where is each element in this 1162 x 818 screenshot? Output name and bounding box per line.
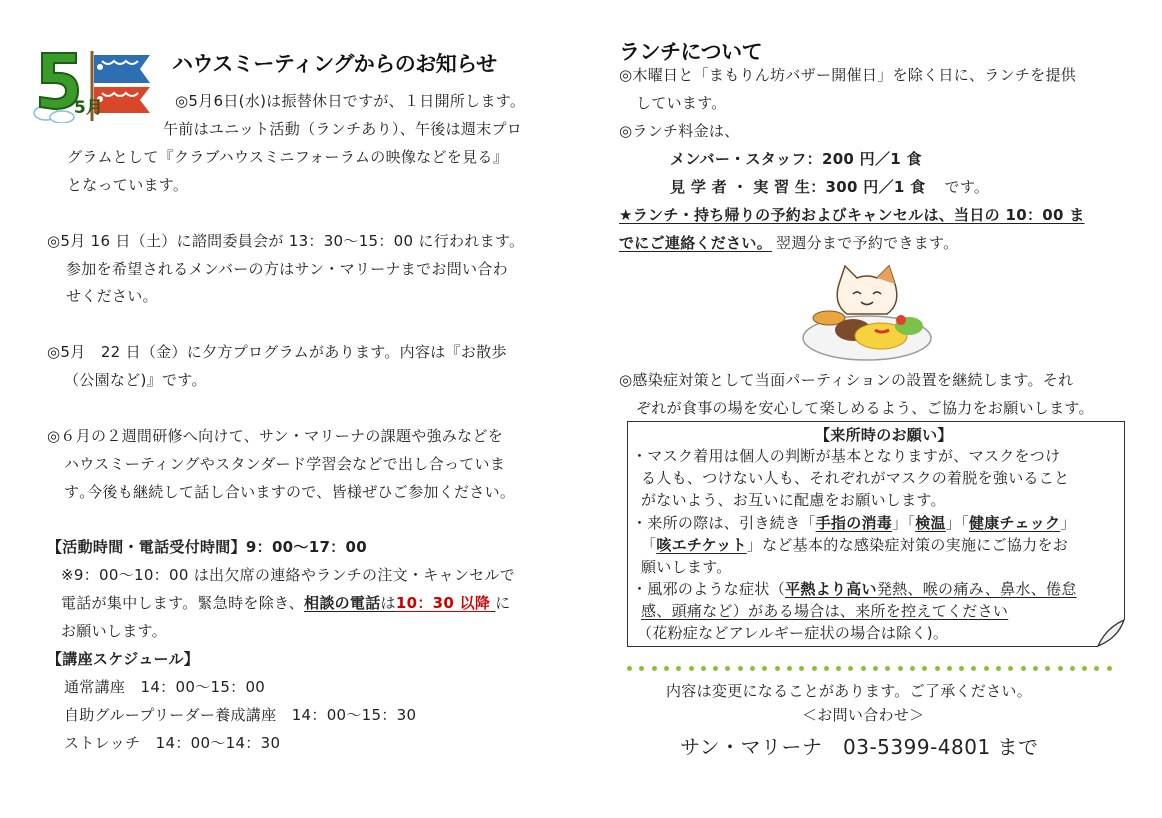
infection-line2: ぞれが食事の場を安心して楽しめるよう、ご協力をお願いします。 <box>636 399 1094 417</box>
separator-dot <box>873 666 878 671</box>
hours-note2e: に <box>495 594 511 612</box>
contact-label: ＜お問い合わせ＞ <box>802 706 925 724</box>
notice-mask-2: る人も、つけない人も、それぞれがマスクの着脱を強いること <box>641 469 1070 487</box>
separator-dot <box>701 666 706 671</box>
separator-dot <box>910 666 915 671</box>
notice-cold-3: （花粉症などアレルギー症状の場合は除く)。 <box>637 624 949 642</box>
item3-line1: ◎5月 22 日（金）に夕方プログラムがあります。内容は『お散歩 <box>47 343 507 361</box>
separator-dot <box>1070 666 1075 671</box>
separator-dot <box>713 666 718 671</box>
lunch-title: ランチについて <box>619 40 763 64</box>
notice-visit-1 <box>632 514 1076 533</box>
item1-line1: ◎5月6日(水)は振替休日ですが、１日開所します。 <box>175 92 526 110</box>
temperature-check-label: 検温 <box>915 514 946 532</box>
house-meeting-title: ハウスミーティングからのお知らせ <box>172 52 497 76</box>
hand-disinfection-label: 手指の消毒 <box>815 514 893 532</box>
lunch-line1: ◎木曜日と「まもりん坊バザー開催日」を除く日に、ランチを提供 <box>619 66 1077 84</box>
separator-dot <box>725 666 730 671</box>
notice-cold-2: 感、頭痛など）がある場合は、来所を控えてください <box>641 602 1009 620</box>
separator-dot <box>639 666 644 671</box>
item1-line4: となっています。 <box>67 176 189 194</box>
schedule-row: 自助グループリーダー養成講座 14：00〜15：30 <box>64 706 417 724</box>
reserve-line2-suffix: 翌週分まで予約できます。 <box>776 234 959 252</box>
separator-dot <box>1107 666 1112 671</box>
separator-dot <box>812 666 817 671</box>
cat-lunch-plate-icon <box>797 260 937 364</box>
cough-etiquette-label: 咳エチケット <box>656 536 747 554</box>
item4-line2: ハウスミーティングやスタンダード学習会などで出し合っていま <box>64 455 506 473</box>
separator-dot <box>676 666 681 671</box>
hours-note1: ※9：00〜10：00 は出欠席の連絡やランチの注文・キャンセルで <box>61 566 516 584</box>
separator-dot <box>898 666 903 671</box>
may-koinobori-badge-icon <box>32 47 160 123</box>
health-check-label: 健康チェック <box>968 514 1061 532</box>
separator-dot <box>848 666 853 671</box>
hours-note2 <box>61 594 511 613</box>
lunch-line2: しています。 <box>636 94 727 112</box>
month-label: 5月 <box>74 98 103 118</box>
separator-dot <box>971 666 976 671</box>
separator-dot <box>664 666 669 671</box>
separator-dot <box>1045 666 1050 671</box>
separator-dot <box>935 666 940 671</box>
above-normal-temp-label: 平熱より高い <box>785 580 877 598</box>
separator-dot <box>1033 666 1038 671</box>
infection-line1: ◎感染症対策として当面パーティションの設置を継続します。それ <box>619 371 1074 389</box>
item2-line1: ◎5月 16 日（土）に諮問委員会が 13：30〜15：00 に行われます。 <box>47 232 525 250</box>
notice-visit-1g: 」 <box>1060 514 1076 532</box>
notice-visit-3: 願いします。 <box>641 558 732 576</box>
hours-note2c: は <box>380 594 396 612</box>
item2-line2: 参加を希望されるメンバーの方はサン・マリーナまでお問い合わ <box>66 260 508 278</box>
hours-note3: お願いします。 <box>61 622 167 640</box>
separator-dot <box>947 666 952 671</box>
contact-phone: サン・マリーナ 03-5399-4801 まで <box>680 735 1039 759</box>
reserve-line2 <box>619 234 958 253</box>
notice-visit-2a: 「 <box>641 536 657 554</box>
notice-mask-3: がないよう、お互いに配慮をお願いします。 <box>641 491 946 509</box>
schedule-row: ストレッチ 14：00〜14：30 <box>64 734 281 752</box>
reserve-line1: ★ランチ・持ち帰りの予約およびキャンセルは、当日の 10：00 ま <box>619 206 1085 224</box>
separator-dot <box>652 666 657 671</box>
separator-dot <box>861 666 866 671</box>
notice-visit-1e: 」「 <box>945 514 969 532</box>
item3-line2: （公園など)』です。 <box>64 371 207 389</box>
separator-dot <box>959 666 964 671</box>
schedule-row: 通常講座 14：00〜15：00 <box>64 678 266 696</box>
separator-dot <box>1021 666 1026 671</box>
separator-dot <box>984 666 989 671</box>
price-visitor <box>670 178 989 197</box>
notice-cold-1a: ・風邪のような症状（ <box>632 580 786 598</box>
separator-dot <box>775 666 780 671</box>
separator-dot <box>689 666 694 671</box>
separator-dot <box>787 666 792 671</box>
item1-line2: 午前はユニット活動（ランチあり）、午後は週末プロ <box>163 120 523 138</box>
dotted-separator <box>627 664 1119 674</box>
separator-dot <box>1082 666 1087 671</box>
item2-line3: せください。 <box>66 287 158 305</box>
hours-heading: 【活動時間・電話受付時間】9：00〜17：00 <box>47 538 367 556</box>
lunch-line3: ◎ランチ料金は、 <box>619 122 740 140</box>
separator-dot <box>1008 666 1013 671</box>
separator-dot <box>627 666 632 671</box>
separator-dot <box>762 666 767 671</box>
page-curl-icon <box>1096 618 1126 648</box>
separator-dot <box>996 666 1001 671</box>
separator-dot <box>799 666 804 671</box>
after-1030-label: 10：30 以降 <box>395 594 491 612</box>
change-notice: 内容は変更になることがあります。ご了承ください。 <box>666 682 1033 700</box>
reserve-line2-bold: でにご連絡ください。 <box>619 234 773 252</box>
notice-visit-1c: 」「 <box>892 514 916 532</box>
notice-cold-1 <box>632 580 1077 599</box>
separator-dot <box>1058 666 1063 671</box>
item4-line3: す｡今後も継続して話し合いますので、皆様ぜひご参加ください。 <box>64 483 516 501</box>
notice-mask-1: ・マスク着用は個人の判断が基本となりますが、マスクをつけ <box>632 447 1061 465</box>
price-visitor-suffix: です。 <box>944 178 990 196</box>
notice-visit-2c: 」など基本的な感染症対策の実施にご協力をお <box>746 536 1069 554</box>
notice-visit-1a: ・来所の際は、引き続き「 <box>632 514 816 532</box>
price-visitor-label: 見 学 者 ・ 実 習 生：300 円／1 食 <box>670 178 926 196</box>
separator-dot <box>922 666 927 671</box>
separator-dot <box>738 666 743 671</box>
notice-cold-1c: 発熱、喉の痛み、鼻水、倦怠 <box>876 580 1077 598</box>
separator-dot <box>885 666 890 671</box>
consult-phone-label: 相談の電話 <box>304 594 381 612</box>
notice-visit-2 <box>641 536 1068 555</box>
separator-dot <box>824 666 829 671</box>
notice-title: 【来所時のお願い】 <box>815 426 953 444</box>
price-member: メンバー・スタッフ：200 円／1 食 <box>670 150 922 168</box>
item4-line1: ◎６月の２週間研修へ向けて、サン・マリーナの課題や強みなどを <box>47 427 504 445</box>
separator-dot <box>750 666 755 671</box>
item1-line3: グラムとして『クラブハウスミニフォーラムの映像などを見る』 <box>67 148 509 166</box>
separator-dot <box>1094 666 1099 671</box>
schedule-heading: 【講座スケジュール】 <box>47 650 200 668</box>
separator-dot <box>836 666 841 671</box>
hours-note2a: 電話が集中します。緊急時を除き、 <box>61 594 305 612</box>
